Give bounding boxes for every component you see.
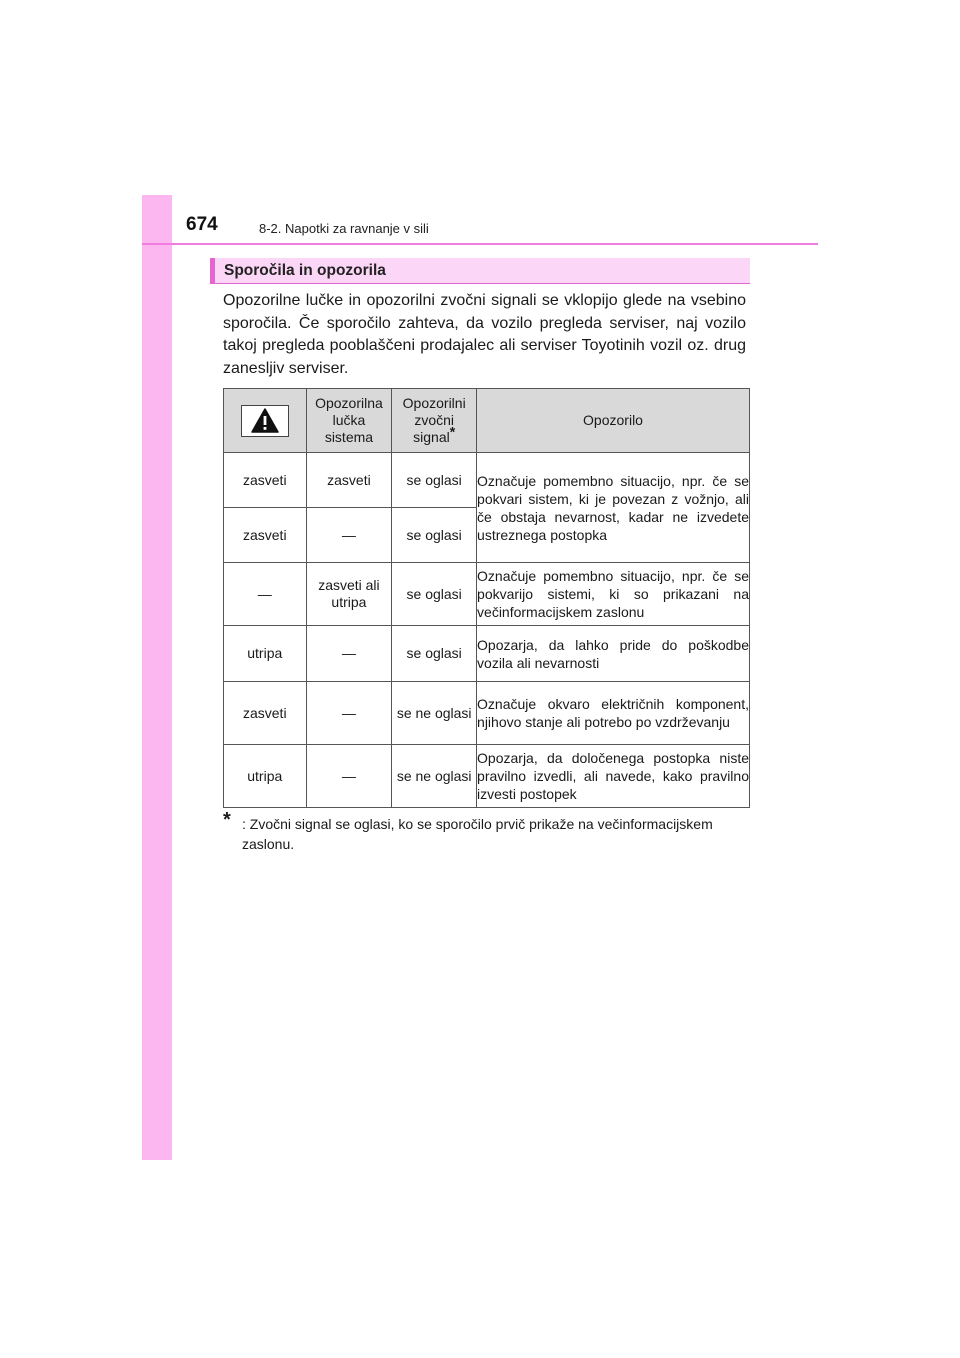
footnote-text: : Zvočni signal se oglasi, ko se sporočilo prvič prikaže na večinformacijskem zaslonu.	[242, 816, 713, 852]
table-header-row	[224, 389, 750, 453]
header-buzzer-label: Opozorilni zvočni signal	[402, 395, 466, 445]
cell-light: zasveti	[224, 508, 307, 563]
cell-lamp: —	[306, 682, 392, 745]
cell-buzzer: se oglasi	[392, 626, 477, 682]
cell-buzzer: se oglasi	[392, 563, 477, 626]
footnote-star: *	[223, 809, 231, 831]
cell-light: —	[224, 563, 307, 626]
header-lamp: Opozorilna lučka sistema	[306, 389, 392, 453]
side-strip	[142, 195, 172, 1160]
header-rule	[142, 243, 818, 245]
cell-light: utripa	[224, 626, 307, 682]
cell-lamp: —	[306, 745, 392, 808]
intro-paragraph: Opozorilne lučke in opozorilni zvočni signali se vklopijo glede na vsebino sporočila. Če sporočilo zahteva, da vozilo pregleda serviser, naj vozilo takoj pregleda pooblaščeni prodajalec ali serviser Toyotinih vozil oz. drug zanesljiv serviser.	[223, 292, 746, 377]
cell-message: Opozarja, da določenega postopka niste pravilno izvedli, ali navede, kako pravilno izvesti postopek	[477, 745, 750, 808]
header-message: Opozorilo	[477, 389, 750, 453]
cell-buzzer: se ne oglasi	[392, 682, 477, 745]
cell-message: Opozarja, da lahko pride do poškodbe vozila ali nevarnosti	[477, 626, 750, 682]
warning-triangle-icon	[241, 405, 289, 437]
header-buzzer	[392, 389, 477, 453]
footnote	[223, 809, 749, 854]
cell-lamp: zasveti ali utripa	[306, 563, 392, 626]
table-row	[224, 563, 750, 626]
header-icon-cell	[224, 389, 307, 453]
cell-light: utripa	[224, 745, 307, 808]
cell-buzzer: se oglasi	[392, 508, 477, 563]
table-row	[224, 453, 750, 508]
table-row	[224, 626, 750, 682]
page-number: 674	[186, 214, 218, 235]
table-row	[224, 682, 750, 745]
header-star: *	[449, 423, 456, 440]
cell-message: Označuje pomembno situacijo, npr. če se pokvari sistem, ki je povezan z vožnjo, ali če obstaja nevarnost, kadar ne izvedete ustreznega postopka	[477, 453, 750, 563]
cell-buzzer: se ne oglasi	[392, 745, 477, 808]
cell-message: Označuje okvaro električnih komponent, njihovo stanje ali potrebo po vzdrževanju	[477, 682, 750, 745]
warning-triangle-svg	[251, 408, 279, 433]
table-row	[224, 745, 750, 808]
cell-lamp: —	[306, 508, 392, 563]
cell-lamp: —	[306, 626, 392, 682]
cell-light: zasveti	[224, 453, 307, 508]
heading-bar	[210, 258, 750, 284]
heading-title: Sporočila in opozorila	[224, 262, 386, 279]
cell-message: Označuje pomembno situacijo, npr. če se pokvarijo sistemi, ki so prikazani na večinformacijskem zaslonu	[477, 563, 750, 626]
cell-light: zasveti	[224, 682, 307, 745]
warning-table	[223, 388, 750, 808]
cell-lamp: zasveti	[306, 453, 392, 508]
cell-buzzer: se oglasi	[392, 453, 477, 508]
section-title: 8-2. Napotki za ravnanje v sili	[259, 221, 429, 236]
